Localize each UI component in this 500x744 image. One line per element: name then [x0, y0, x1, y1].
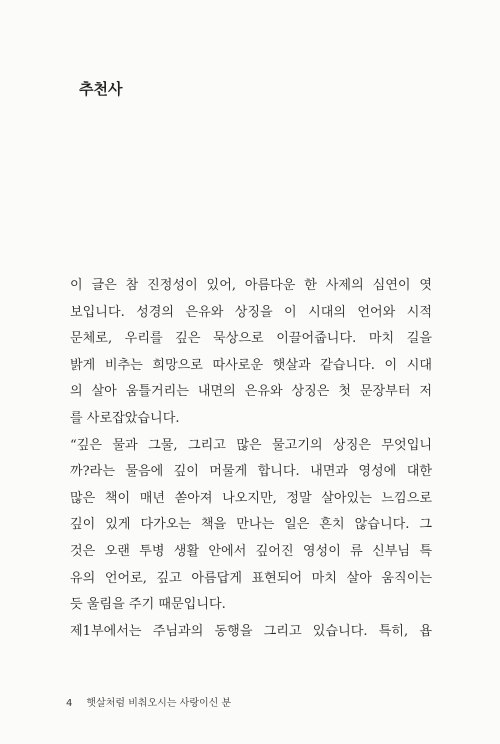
text-line: 밝게 비추는 희망으로 따사로운 햇살과 같습니다. 이 시대 — [70, 357, 432, 373]
running-title: 햇살처럼 비춰오시는 사랑이신 분 — [86, 698, 232, 709]
text-line: 보입니다. 성경의 은유와 상징을 이 시대의 언어와 시적 — [70, 304, 432, 320]
text-line: “깊은 물과 그물, 그리고 많은 물고기의 상징은 무엇입니 — [70, 437, 432, 453]
text-line: 많은 책이 매년 쏟아져 나오지만, 정말 살아있는 느낌으로 — [70, 490, 432, 506]
text-line: 유의 언어로, 깊고 아름답게 표현되어 마치 살아 움직이는 — [70, 570, 432, 586]
text-line: 이 글은 참 진정성이 있어, 아름다운 한 사제의 심연이 엿 — [70, 278, 432, 293]
text-line: 제1부에서는 주님과의 동행을 그리고 있습니다. 특히, 욥 — [70, 623, 432, 639]
text-line: 깊이 있게 다가오는 책을 만나는 일은 흔치 않습니다. 그 — [70, 517, 432, 533]
text-line: 문체로, 우리를 깊은 묵상으로 이끌어줍니다. 마치 길을 — [70, 331, 432, 347]
body-text — [70, 273, 432, 645]
section-title: 추천사 — [79, 80, 123, 98]
text-line: 것은 오랜 투병 생활 안에서 깊어진 영성이 류 신부님 특 — [70, 543, 432, 559]
page-footer — [66, 694, 231, 709]
text-line: 를 사로잡았습니다. — [70, 410, 180, 426]
text-line: 까?라는 물음에 깊이 머물게 합니다. 내면과 영성에 대한 — [70, 464, 432, 480]
text-line: 의 살아 움틀거리는 내면의 은유와 상징은 첫 문장부터 저 — [70, 384, 432, 400]
text-line: 듯 울림을 주기 때문입니다. — [70, 597, 226, 613]
page-number: 4 — [66, 698, 73, 709]
